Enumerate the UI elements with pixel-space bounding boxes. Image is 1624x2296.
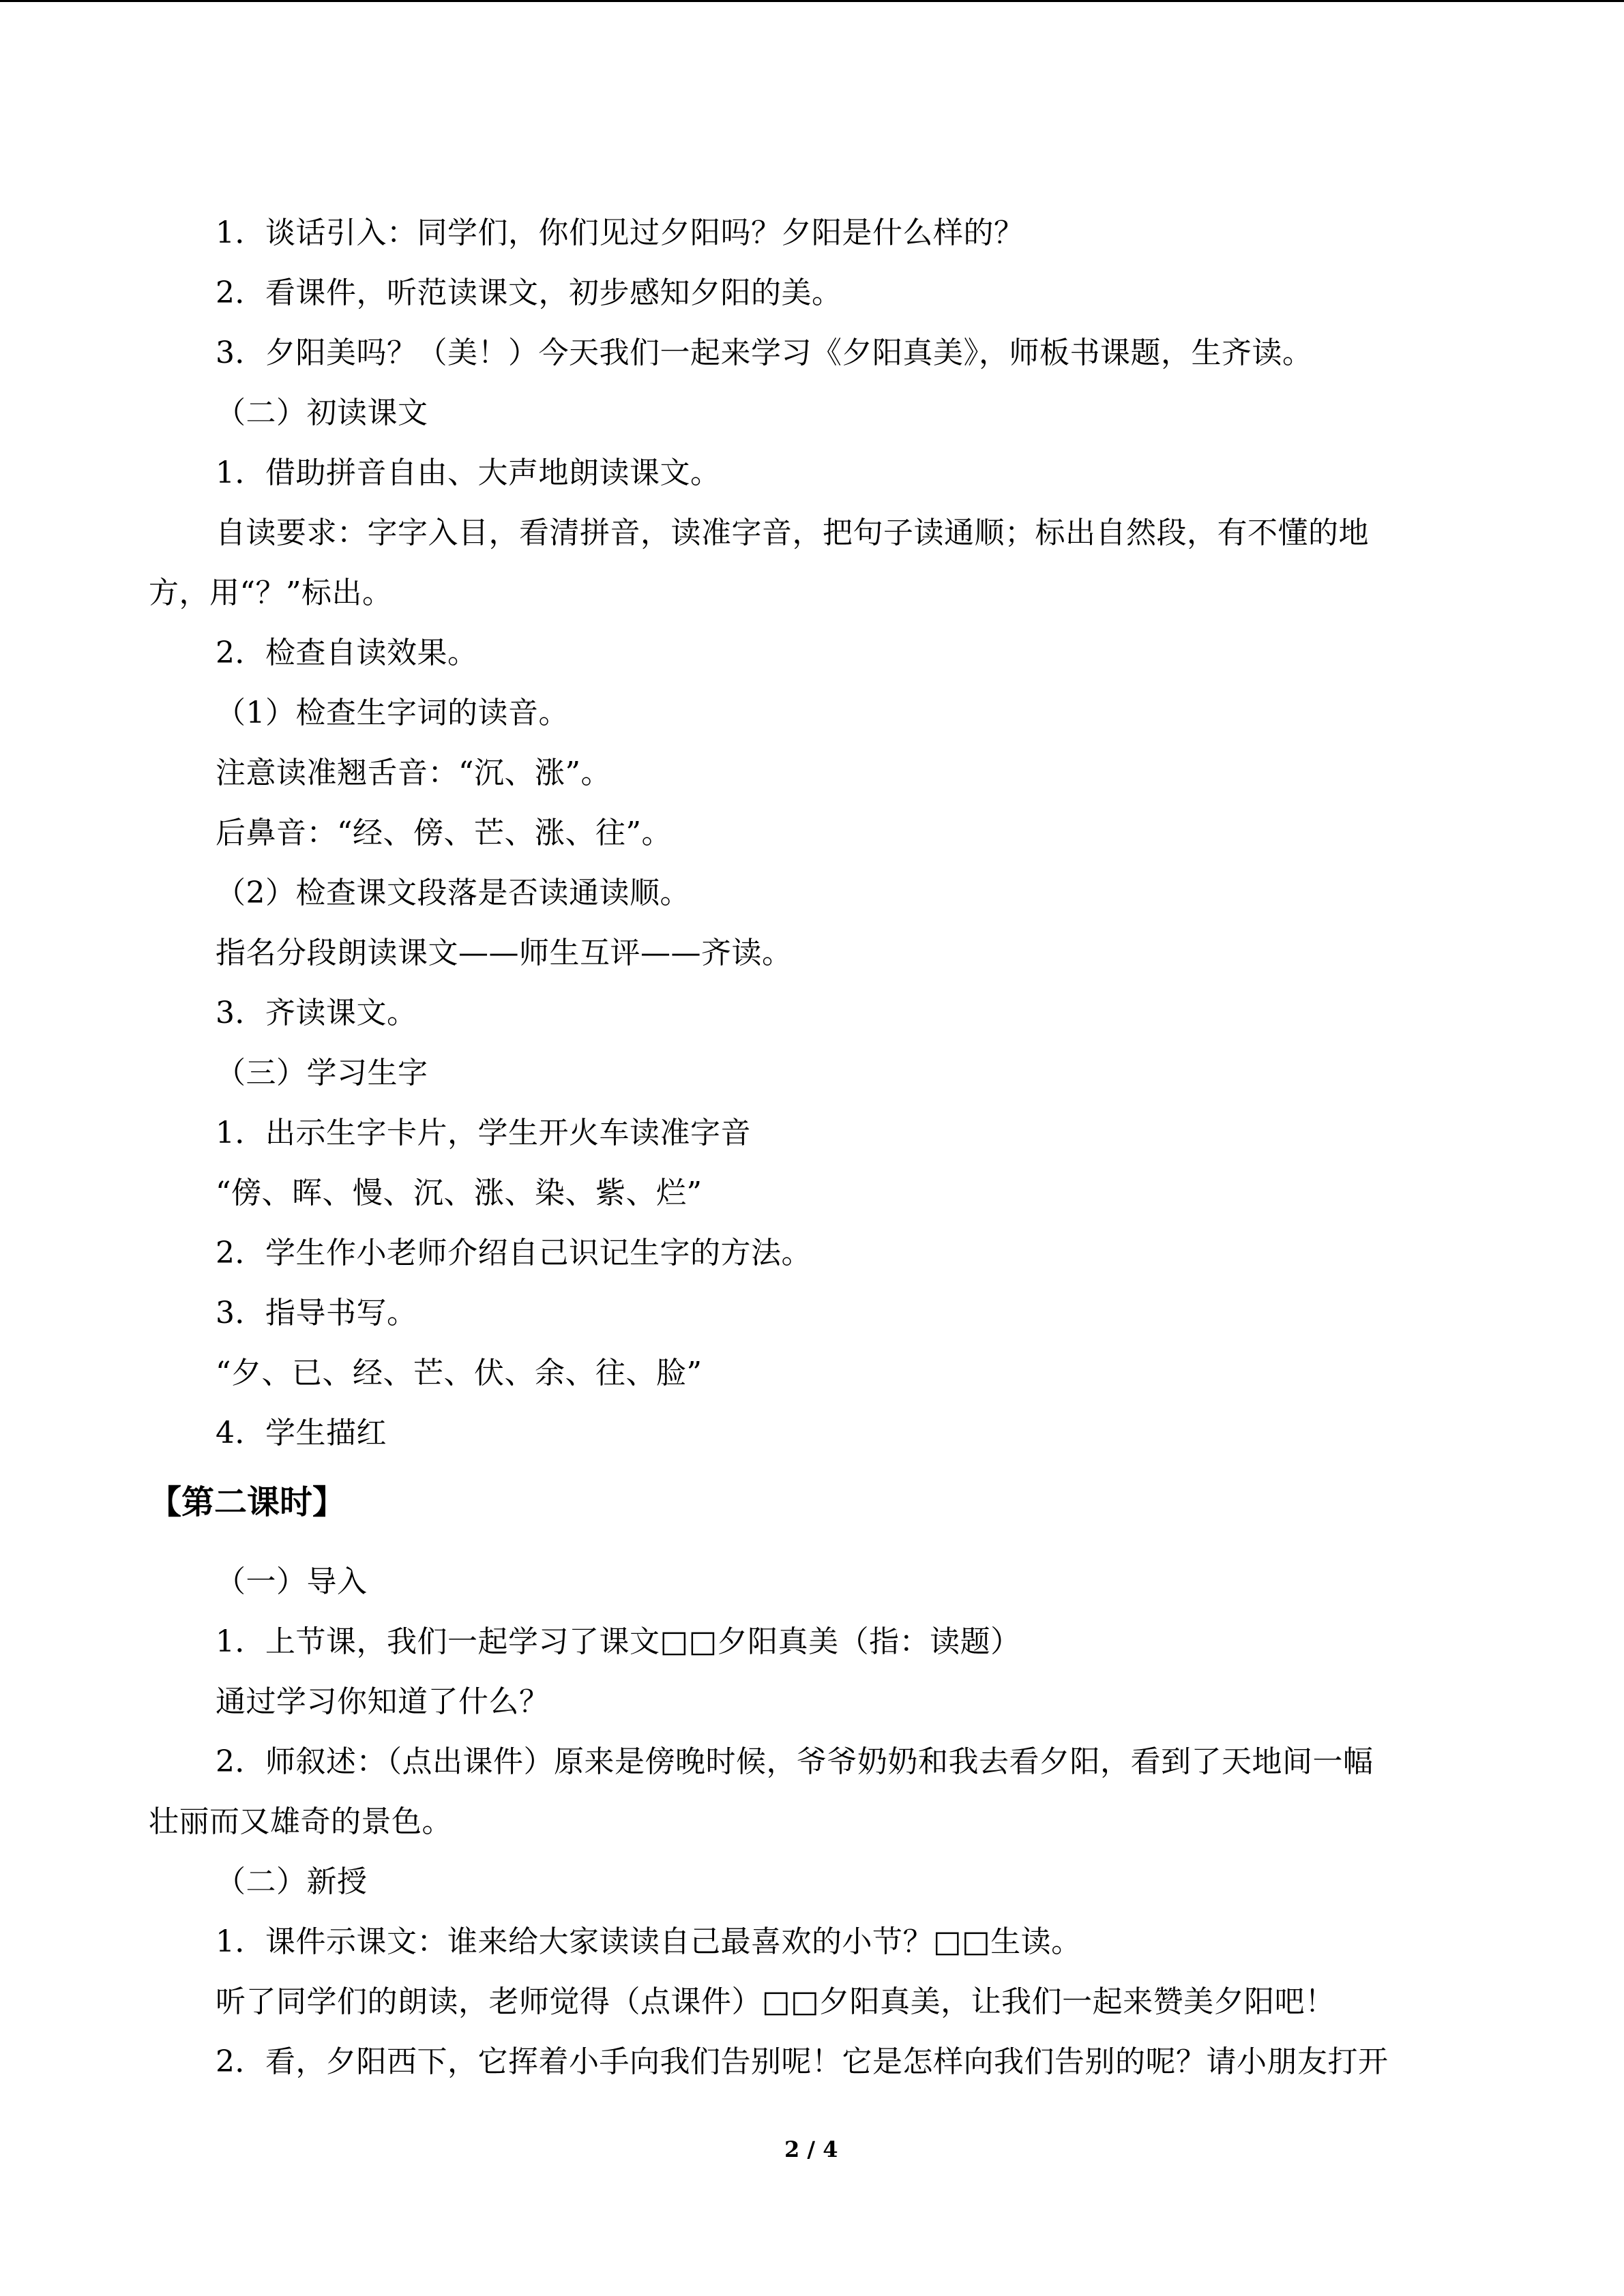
paragraph-line: 4．学生描红 bbox=[216, 1416, 387, 1450]
section-subheading: （一）导入 bbox=[216, 1564, 368, 1599]
paragraph-line: 1．出示生字卡片，学生开火车读准字音 bbox=[216, 1116, 751, 1150]
paragraph-line: 2．检查自读效果。 bbox=[216, 636, 478, 670]
paragraph-line: 指名分段朗读课文——师生互评——齐读。 bbox=[216, 936, 793, 970]
paragraph-line: 3．齐读课文。 bbox=[216, 996, 417, 1030]
lesson-heading: 【第二课时】 bbox=[149, 1483, 346, 1521]
paragraph-line: 2．师叙述：（点出课件）原来是傍晚时候，爷爷奶奶和我去看夕阳，看到了天地间一幅 bbox=[216, 1744, 1374, 1779]
paragraph-line: （2）检查课文段落是否读通读顺。 bbox=[216, 876, 690, 910]
paragraph-line: 注意读准翘舌音：“沉、涨”。 bbox=[216, 756, 611, 790]
paragraph-line: 2．看，夕阳西下，它挥着小手向我们告别呢！它是怎样向我们告别的呢？请小朋友打开 bbox=[216, 2044, 1389, 2079]
paragraph-line: 2．看课件，听范读课文，初步感知夕阳的美。 bbox=[216, 275, 842, 310]
paragraph-line: （1）检查生字词的读音。 bbox=[216, 696, 569, 730]
paragraph-line: 自读要求：字字入目，看清拼音，读准字音，把句子读通顺；标出自然段，有不懂的地 bbox=[216, 516, 1369, 550]
paragraph-line: 2．学生作小老师介绍自己识记生字的方法。 bbox=[216, 1236, 812, 1270]
paragraph-line: “夕、已、经、芒、伏、余、往、脸” bbox=[216, 1356, 703, 1390]
paragraph-line: 3．夕阳美吗？（美！）今天我们一起来学习《夕阳真美》，师板书课题，生齐读。 bbox=[216, 336, 1313, 370]
paragraph-line: “傍、晖、慢、沉、涨、染、紫、烂” bbox=[216, 1176, 703, 1210]
paragraph-line: 后鼻音：“经、傍、芒、涨、往”。 bbox=[216, 816, 672, 850]
paragraph-line: 方，用“？”标出。 bbox=[149, 576, 393, 610]
paragraph-line: 1．借助拼音自由、大声地朗读课文。 bbox=[216, 456, 721, 490]
paragraph-line: 1．谈话引入：同学们，你们见过夕阳吗？夕阳是什么样的？ bbox=[216, 215, 1024, 250]
paragraph-line: 听了同学们的朗读，老师觉得（点课件）□□夕阳真美，让我们一起来赞美夕阳吧！ bbox=[216, 1984, 1335, 2019]
section-subheading: （二）初读课文 bbox=[216, 396, 428, 430]
top-border-line bbox=[0, 0, 1624, 2]
paragraph-line: 1．上节课，我们一起学习了课文□□夕阳真美（指：读题） bbox=[216, 1624, 1021, 1659]
paragraph-line: 壮丽而又雄奇的景色。 bbox=[149, 1804, 452, 1839]
paragraph-line: 3．指导书写。 bbox=[216, 1296, 417, 1330]
section-subheading: （三）学习生字 bbox=[216, 1056, 428, 1090]
paragraph-line: 通过学习你知道了什么？ bbox=[216, 1684, 550, 1719]
page-number: 2 / 4 bbox=[784, 2136, 838, 2162]
paragraph-line: 1．课件示课文：谁来给大家读读自己最喜欢的小节？□□生读。 bbox=[216, 1924, 1082, 1959]
section-subheading: （二）新授 bbox=[216, 1864, 368, 1899]
